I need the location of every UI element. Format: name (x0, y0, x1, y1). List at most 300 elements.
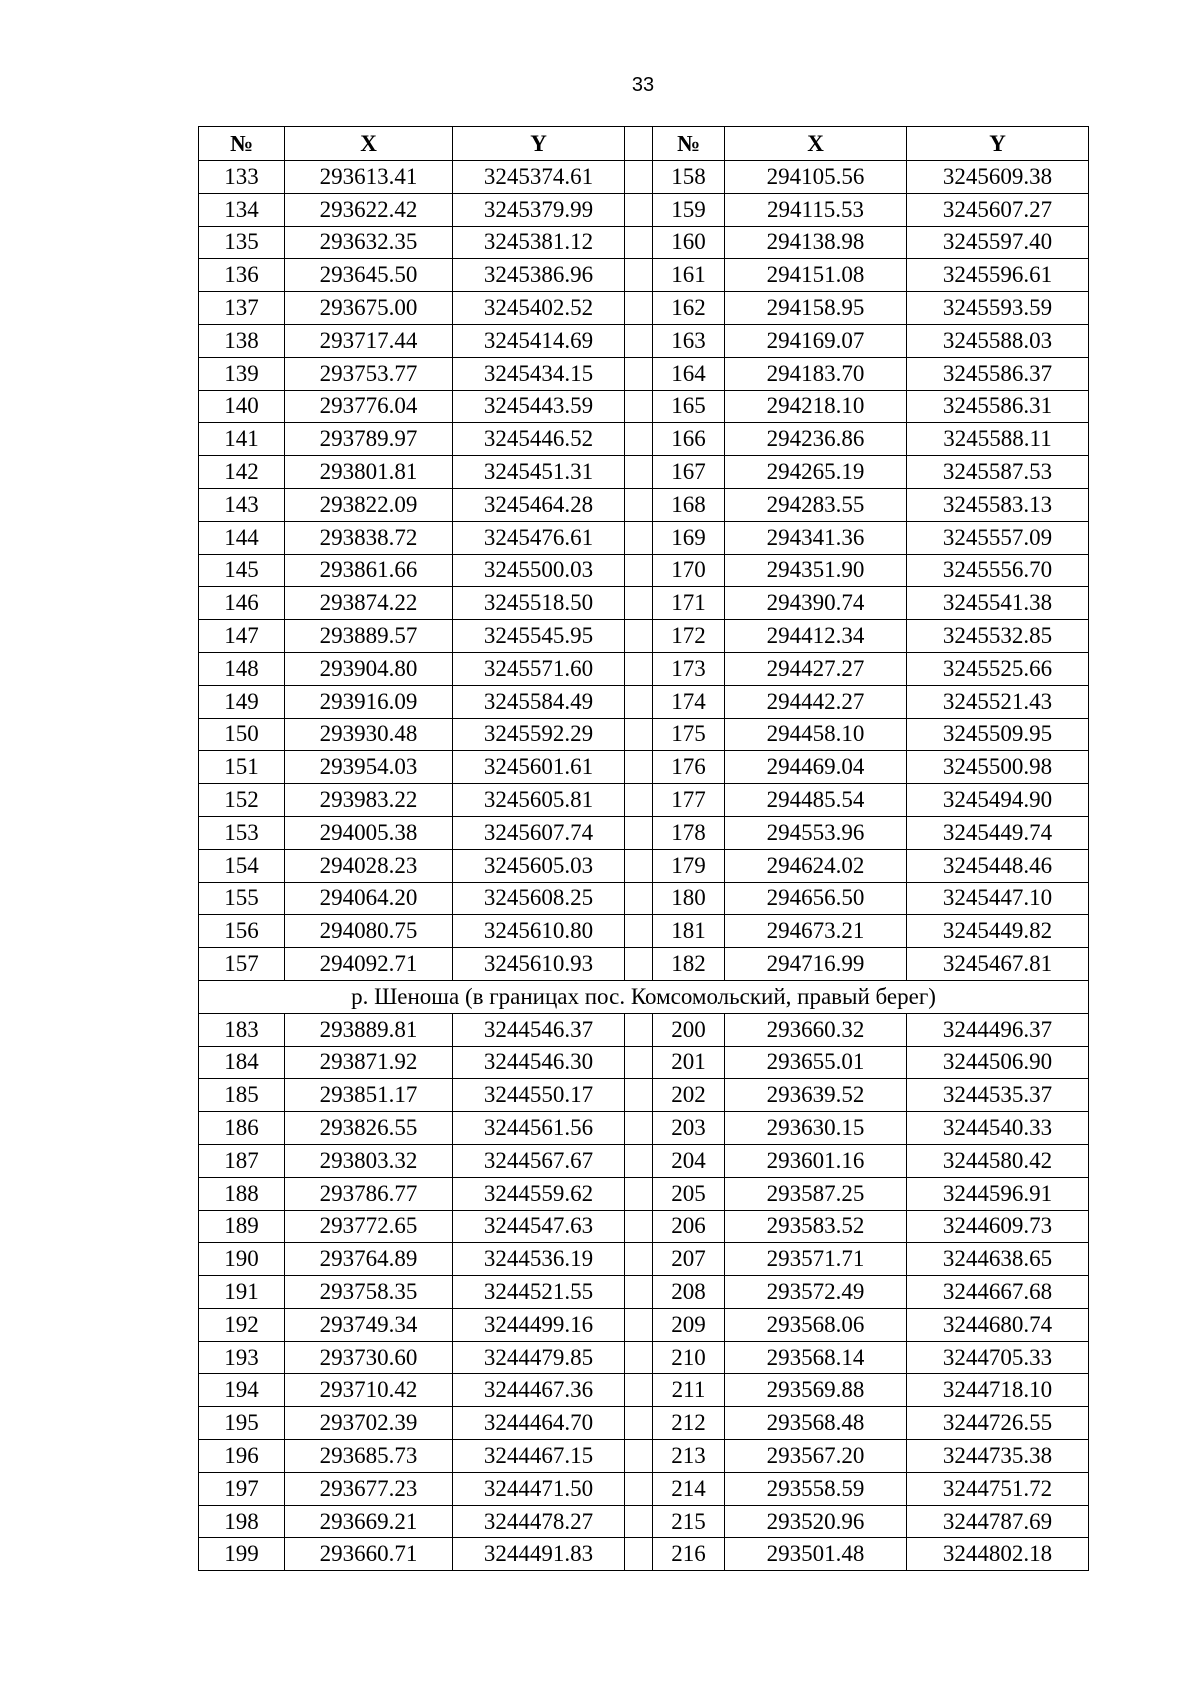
point-number-right: 215 (653, 1505, 725, 1538)
point-number-left: 155 (199, 882, 285, 915)
page-number: 33 (631, 74, 655, 96)
point-number-right: 216 (653, 1538, 725, 1571)
gap-cell (625, 652, 653, 685)
table-row (199, 1210, 1089, 1243)
point-number-right: 173 (653, 652, 725, 685)
gap-cell (625, 849, 653, 882)
y-value-left: 3245608.25 (453, 882, 625, 915)
x-value-left: 293930.48 (285, 718, 453, 751)
coordinates-table (198, 126, 1089, 1571)
gap-cell (625, 1341, 653, 1374)
point-number-right: 174 (653, 685, 725, 718)
x-value-left: 293685.73 (285, 1440, 453, 1473)
gap-cell (625, 620, 653, 653)
point-number-left: 197 (199, 1472, 285, 1505)
x-value-right: 294412.34 (725, 620, 907, 653)
y-value-right: 3244609.73 (907, 1210, 1089, 1243)
table-row (199, 193, 1089, 226)
x-value-left: 293717.44 (285, 324, 453, 357)
y-value-left: 3244521.55 (453, 1276, 625, 1309)
y-value-right: 3245587.53 (907, 456, 1089, 489)
point-number-left: 185 (199, 1079, 285, 1112)
point-number-left: 191 (199, 1276, 285, 1309)
point-number-left: 186 (199, 1112, 285, 1145)
gap-cell (625, 1505, 653, 1538)
x-value-right: 294115.53 (725, 193, 907, 226)
table-row (199, 849, 1089, 882)
table-row (199, 1407, 1089, 1440)
point-number-right: 207 (653, 1243, 725, 1276)
x-value-right: 294469.04 (725, 751, 907, 784)
point-number-right: 168 (653, 488, 725, 521)
point-number-right: 201 (653, 1046, 725, 1079)
point-number-right: 159 (653, 193, 725, 226)
y-value-right: 3245447.10 (907, 882, 1089, 915)
table-row (199, 620, 1089, 653)
x-value-left: 293677.23 (285, 1472, 453, 1505)
y-value-left: 3244479.85 (453, 1341, 625, 1374)
point-number-left: 150 (199, 718, 285, 751)
y-value-right: 3245449.82 (907, 915, 1089, 948)
gap-cell (625, 324, 653, 357)
point-number-right: 171 (653, 587, 725, 620)
y-value-right: 3245596.61 (907, 259, 1089, 292)
table-row (199, 161, 1089, 194)
x-value-left: 293764.89 (285, 1243, 453, 1276)
x-value-right: 293655.01 (725, 1046, 907, 1079)
table-row (199, 292, 1089, 325)
point-number-left: 139 (199, 357, 285, 390)
table-row (199, 882, 1089, 915)
y-value-right: 3244680.74 (907, 1308, 1089, 1341)
y-value-left: 3244467.15 (453, 1440, 625, 1473)
y-value-right: 3244718.10 (907, 1374, 1089, 1407)
x-value-right: 293639.52 (725, 1079, 907, 1112)
y-value-right: 3245509.95 (907, 718, 1089, 751)
y-value-left: 3245545.95 (453, 620, 625, 653)
x-value-right: 294553.96 (725, 816, 907, 849)
gap-cell (625, 357, 653, 390)
table-row (199, 652, 1089, 685)
gap-cell (625, 1407, 653, 1440)
point-number-left: 135 (199, 226, 285, 259)
point-number-left: 143 (199, 488, 285, 521)
x-value-right: 294673.21 (725, 915, 907, 948)
x-value-right: 293568.14 (725, 1341, 907, 1374)
y-value-left: 3244499.16 (453, 1308, 625, 1341)
point-number-right: 210 (653, 1341, 725, 1374)
x-value-right: 294105.56 (725, 161, 907, 194)
point-number-left: 189 (199, 1210, 285, 1243)
x-value-left: 293822.09 (285, 488, 453, 521)
x-value-right: 294236.86 (725, 423, 907, 456)
point-number-left: 184 (199, 1046, 285, 1079)
x-value-left: 293613.41 (285, 161, 453, 194)
y-value-right: 3245588.11 (907, 423, 1089, 456)
x-value-left: 293749.34 (285, 1308, 453, 1341)
y-value-right: 3244705.33 (907, 1341, 1089, 1374)
x-value-left: 293645.50 (285, 259, 453, 292)
gap-cell (625, 456, 653, 489)
y-value-left: 3245414.69 (453, 324, 625, 357)
y-value-right: 3244540.33 (907, 1112, 1089, 1145)
y-value-left: 3245434.15 (453, 357, 625, 390)
header-x-right: X (725, 127, 907, 161)
table-row (199, 915, 1089, 948)
section-title-row (199, 980, 1089, 1013)
table-row (199, 1538, 1089, 1571)
y-value-left: 3245601.61 (453, 751, 625, 784)
point-number-left: 144 (199, 521, 285, 554)
x-value-right: 294442.27 (725, 685, 907, 718)
point-number-right: 202 (653, 1079, 725, 1112)
point-number-left: 146 (199, 587, 285, 620)
point-number-left: 195 (199, 1407, 285, 1440)
point-number-left: 193 (199, 1341, 285, 1374)
point-number-left: 196 (199, 1440, 285, 1473)
x-value-right: 293501.48 (725, 1538, 907, 1571)
gap-cell (625, 1112, 653, 1145)
y-value-left: 3244561.56 (453, 1112, 625, 1145)
y-value-right: 3245500.98 (907, 751, 1089, 784)
gap-cell (625, 1079, 653, 1112)
gap-cell (625, 751, 653, 784)
y-value-left: 3245605.03 (453, 849, 625, 882)
point-number-right: 182 (653, 948, 725, 981)
gap-cell (625, 1276, 653, 1309)
gap-cell (625, 915, 653, 948)
point-number-left: 151 (199, 751, 285, 784)
y-value-right: 3245588.03 (907, 324, 1089, 357)
y-value-right: 3245586.31 (907, 390, 1089, 423)
y-value-left: 3245374.61 (453, 161, 625, 194)
point-number-left: 138 (199, 324, 285, 357)
y-value-right: 3244802.18 (907, 1538, 1089, 1571)
y-value-left: 3244547.63 (453, 1210, 625, 1243)
x-value-left: 293660.71 (285, 1538, 453, 1571)
table-row (199, 1374, 1089, 1407)
table-row (199, 1112, 1089, 1145)
point-number-right: 181 (653, 915, 725, 948)
gap-cell (625, 685, 653, 718)
x-value-left: 293983.22 (285, 784, 453, 817)
y-value-right: 3244580.42 (907, 1144, 1089, 1177)
x-value-right: 293520.96 (725, 1505, 907, 1538)
table-row (199, 816, 1089, 849)
gap-cell (625, 521, 653, 554)
table-row (199, 226, 1089, 259)
gap-cell (625, 718, 653, 751)
point-number-left: 157 (199, 948, 285, 981)
x-value-left: 293954.03 (285, 751, 453, 784)
point-number-right: 212 (653, 1407, 725, 1440)
y-value-left: 3245381.12 (453, 226, 625, 259)
table-row (199, 521, 1089, 554)
x-value-left: 293838.72 (285, 521, 453, 554)
x-value-left: 293803.32 (285, 1144, 453, 1177)
point-number-left: 199 (199, 1538, 285, 1571)
point-number-left: 134 (199, 193, 285, 226)
point-number-left: 142 (199, 456, 285, 489)
y-value-right: 3245593.59 (907, 292, 1089, 325)
point-number-left: 194 (199, 1374, 285, 1407)
table-row (199, 1505, 1089, 1538)
x-value-right: 293630.15 (725, 1112, 907, 1145)
point-number-left: 190 (199, 1243, 285, 1276)
x-value-left: 293772.65 (285, 1210, 453, 1243)
y-value-right: 3245467.81 (907, 948, 1089, 981)
x-value-left: 294005.38 (285, 816, 453, 849)
point-number-right: 170 (653, 554, 725, 587)
x-value-left: 294028.23 (285, 849, 453, 882)
table-row (199, 685, 1089, 718)
point-number-right: 177 (653, 784, 725, 817)
y-value-right: 3245494.90 (907, 784, 1089, 817)
table-row (199, 423, 1089, 456)
point-number-right: 214 (653, 1472, 725, 1505)
x-value-left: 293632.35 (285, 226, 453, 259)
x-value-left: 293786.77 (285, 1177, 453, 1210)
table-row (199, 1144, 1089, 1177)
gap-cell (625, 948, 653, 981)
point-number-right: 208 (653, 1276, 725, 1309)
header-x-left: X (285, 127, 453, 161)
x-value-right: 293568.48 (725, 1407, 907, 1440)
header-num-right: № (653, 127, 725, 161)
x-value-left: 293904.80 (285, 652, 453, 685)
gap-cell (625, 1472, 653, 1505)
y-value-left: 3245610.80 (453, 915, 625, 948)
x-value-left: 293776.04 (285, 390, 453, 423)
table-row (199, 948, 1089, 981)
table-row (199, 587, 1089, 620)
header-gap (625, 127, 653, 161)
y-value-right: 3245557.09 (907, 521, 1089, 554)
header-row (199, 127, 1089, 161)
y-value-left: 3245443.59 (453, 390, 625, 423)
header-y-left: Y (453, 127, 625, 161)
x-value-right: 294265.19 (725, 456, 907, 489)
x-value-right: 293572.49 (725, 1276, 907, 1309)
point-number-left: 147 (199, 620, 285, 653)
x-value-left: 293874.22 (285, 587, 453, 620)
point-number-right: 175 (653, 718, 725, 751)
x-value-right: 293583.52 (725, 1210, 907, 1243)
point-number-right: 209 (653, 1308, 725, 1341)
x-value-left: 294064.20 (285, 882, 453, 915)
y-value-right: 3245449.74 (907, 816, 1089, 849)
gap-cell (625, 488, 653, 521)
y-value-right: 3245556.70 (907, 554, 1089, 587)
table-row (199, 456, 1089, 489)
x-value-left: 293801.81 (285, 456, 453, 489)
y-value-left: 3245379.99 (453, 193, 625, 226)
y-value-left: 3244567.67 (453, 1144, 625, 1177)
table-row (199, 488, 1089, 521)
y-value-right: 3244787.69 (907, 1505, 1089, 1538)
x-value-right: 294341.36 (725, 521, 907, 554)
point-number-right: 205 (653, 1177, 725, 1210)
x-value-right: 294485.54 (725, 784, 907, 817)
point-number-right: 172 (653, 620, 725, 653)
table-row (199, 1177, 1089, 1210)
table-row (199, 324, 1089, 357)
y-value-right: 3244667.68 (907, 1276, 1089, 1309)
gap-cell (625, 1440, 653, 1473)
y-value-left: 3244464.70 (453, 1407, 625, 1440)
point-number-right: 179 (653, 849, 725, 882)
point-number-right: 213 (653, 1440, 725, 1473)
y-value-left: 3245446.52 (453, 423, 625, 456)
table-row (199, 554, 1089, 587)
point-number-left: 187 (199, 1144, 285, 1177)
y-value-left: 3244536.19 (453, 1243, 625, 1276)
gap-cell (625, 554, 653, 587)
table-row (199, 751, 1089, 784)
table-row (199, 784, 1089, 817)
gap-cell (625, 1013, 653, 1046)
gap-cell (625, 882, 653, 915)
table-row (199, 259, 1089, 292)
table-row (199, 357, 1089, 390)
gap-cell (625, 1243, 653, 1276)
point-number-left: 145 (199, 554, 285, 587)
x-value-right: 293569.88 (725, 1374, 907, 1407)
table-row (199, 1013, 1089, 1046)
x-value-left: 293669.21 (285, 1505, 453, 1538)
x-value-right: 293568.06 (725, 1308, 907, 1341)
y-value-left: 3245464.28 (453, 488, 625, 521)
y-value-right: 3245583.13 (907, 488, 1089, 521)
point-number-left: 141 (199, 423, 285, 456)
x-value-right: 294427.27 (725, 652, 907, 685)
point-number-right: 178 (653, 816, 725, 849)
x-value-right: 293601.16 (725, 1144, 907, 1177)
x-value-right: 294138.98 (725, 226, 907, 259)
y-value-left: 3245571.60 (453, 652, 625, 685)
x-value-left: 293826.55 (285, 1112, 453, 1145)
y-value-left: 3244471.50 (453, 1472, 625, 1505)
y-value-left: 3245610.93 (453, 948, 625, 981)
header-y-right: Y (907, 127, 1089, 161)
x-value-right: 294351.90 (725, 554, 907, 587)
y-value-right: 3245609.38 (907, 161, 1089, 194)
y-value-left: 3245518.50 (453, 587, 625, 620)
y-value-left: 3245386.96 (453, 259, 625, 292)
y-value-right: 3245448.46 (907, 849, 1089, 882)
point-number-right: 167 (653, 456, 725, 489)
y-value-left: 3245607.74 (453, 816, 625, 849)
gap-cell (625, 390, 653, 423)
gap-cell (625, 226, 653, 259)
x-value-right: 294183.70 (725, 357, 907, 390)
point-number-right: 204 (653, 1144, 725, 1177)
table-row (199, 1243, 1089, 1276)
x-value-right: 293558.59 (725, 1472, 907, 1505)
y-value-right: 3245532.85 (907, 620, 1089, 653)
point-number-left: 133 (199, 161, 285, 194)
gap-cell (625, 1144, 653, 1177)
gap-cell (625, 292, 653, 325)
point-number-left: 149 (199, 685, 285, 718)
point-number-left: 154 (199, 849, 285, 882)
x-value-left: 293710.42 (285, 1374, 453, 1407)
y-value-right: 3244506.90 (907, 1046, 1089, 1079)
x-value-left: 293622.42 (285, 193, 453, 226)
point-number-left: 152 (199, 784, 285, 817)
table-row (199, 1440, 1089, 1473)
gap-cell (625, 1538, 653, 1571)
y-value-left: 3245592.29 (453, 718, 625, 751)
point-number-right: 165 (653, 390, 725, 423)
point-number-right: 169 (653, 521, 725, 554)
x-value-right: 293571.71 (725, 1243, 907, 1276)
point-number-left: 137 (199, 292, 285, 325)
gap-cell (625, 784, 653, 817)
x-value-right: 293587.25 (725, 1177, 907, 1210)
block1-rows (199, 161, 1089, 981)
x-value-left: 293916.09 (285, 685, 453, 718)
table-row (199, 1046, 1089, 1079)
table-row (199, 1276, 1089, 1309)
y-value-right: 3245607.27 (907, 193, 1089, 226)
y-value-right: 3245525.66 (907, 652, 1089, 685)
x-value-left: 293861.66 (285, 554, 453, 587)
point-number-right: 176 (653, 751, 725, 784)
point-number-left: 192 (199, 1308, 285, 1341)
y-value-left: 3245605.81 (453, 784, 625, 817)
x-value-left: 293758.35 (285, 1276, 453, 1309)
x-value-left: 294092.71 (285, 948, 453, 981)
point-number-right: 200 (653, 1013, 725, 1046)
y-value-left: 3244467.36 (453, 1374, 625, 1407)
header-num-left: № (199, 127, 285, 161)
gap-cell (625, 259, 653, 292)
x-value-right: 294656.50 (725, 882, 907, 915)
y-value-left: 3245451.31 (453, 456, 625, 489)
y-value-right: 3245541.38 (907, 587, 1089, 620)
y-value-left: 3244546.30 (453, 1046, 625, 1079)
y-value-left: 3244546.37 (453, 1013, 625, 1046)
table-row (199, 1472, 1089, 1505)
point-number-left: 188 (199, 1177, 285, 1210)
x-value-right: 294458.10 (725, 718, 907, 751)
x-value-left: 293789.97 (285, 423, 453, 456)
point-number-right: 163 (653, 324, 725, 357)
point-number-right: 166 (653, 423, 725, 456)
y-value-left: 3245476.61 (453, 521, 625, 554)
block2-rows (199, 1013, 1089, 1571)
x-value-left: 293730.60 (285, 1341, 453, 1374)
y-value-right: 3244596.91 (907, 1177, 1089, 1210)
table-row (199, 1079, 1089, 1112)
x-value-left: 293889.81 (285, 1013, 453, 1046)
x-value-right: 294390.74 (725, 587, 907, 620)
x-value-left: 293871.92 (285, 1046, 453, 1079)
y-value-right: 3244735.38 (907, 1440, 1089, 1473)
x-value-left: 293753.77 (285, 357, 453, 390)
y-value-left: 3245584.49 (453, 685, 625, 718)
y-value-right: 3245586.37 (907, 357, 1089, 390)
table-row (199, 1308, 1089, 1341)
gap-cell (625, 1210, 653, 1243)
x-value-left: 293702.39 (285, 1407, 453, 1440)
x-value-right: 293567.20 (725, 1440, 907, 1473)
x-value-left: 293675.00 (285, 292, 453, 325)
y-value-right: 3244751.72 (907, 1472, 1089, 1505)
gap-cell (625, 816, 653, 849)
gap-cell (625, 1046, 653, 1079)
